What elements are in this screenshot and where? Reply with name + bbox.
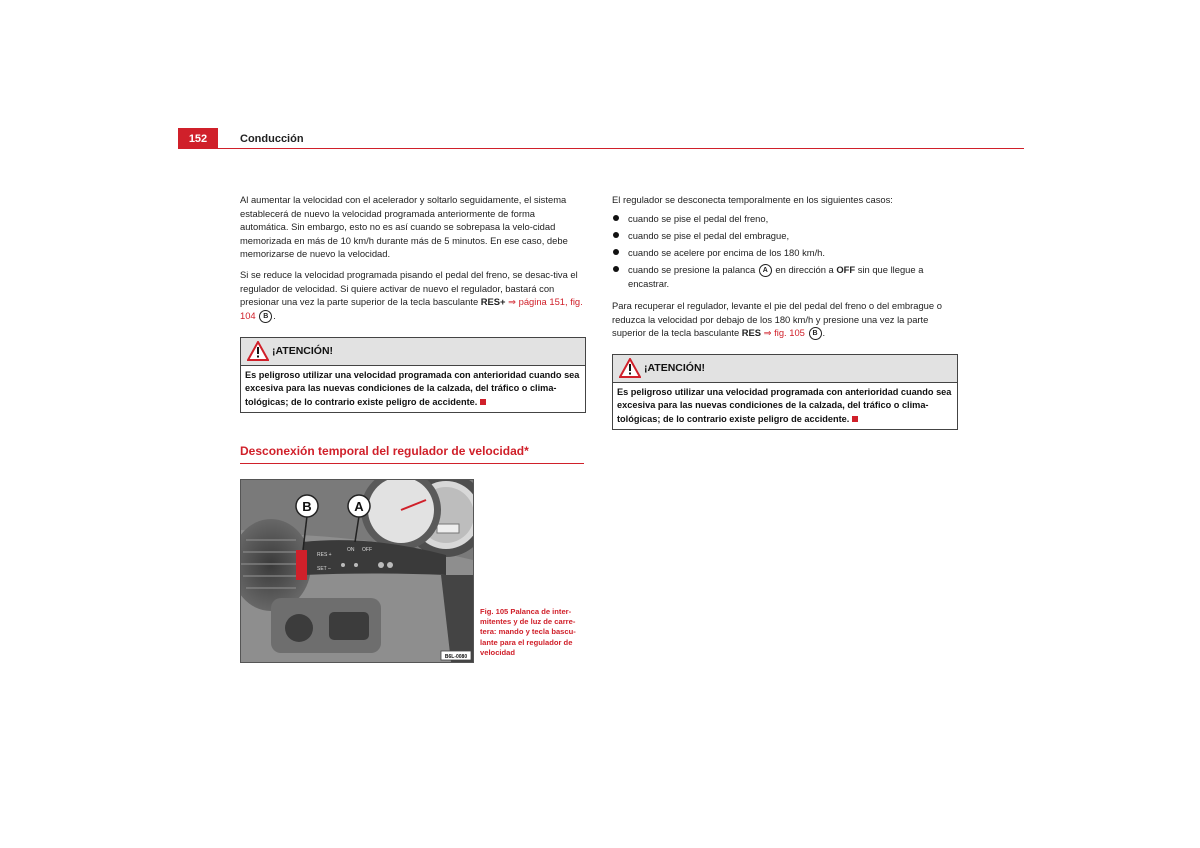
- list-item-text: cuando se pise el pedal del freno,: [628, 213, 769, 224]
- deactivation-list: [612, 212, 962, 294]
- paragraph-text: Para recuperar el regulador, levante el pie del pedal del freno o del embrague o reduzca la velocidad por debajo de los 180 km/h y presione una vez la parte superior de la tecla basculante: [612, 300, 942, 339]
- callout-a-label: A: [354, 499, 364, 514]
- paragraph-recovery: [612, 299, 958, 340]
- warning-body: [613, 383, 957, 429]
- warning-title: ¡ATENCIÓN!: [272, 345, 334, 357]
- list-item: [612, 212, 962, 226]
- warning-triangle-icon: [619, 358, 641, 378]
- page-reference-link[interactable]: ⇒ página 151, fig. 104: [240, 296, 583, 321]
- figure-caption: Fig. 105 Palanca de inter-mitentes y de luz de carre-tera: mando y tecla bascu-lante para el regulador de velocidad: [480, 607, 576, 657]
- red-square-icon: [480, 399, 486, 405]
- paragraph-text: Si se reduce la velocidad programada pisando el pedal del freno, se desac-tiva el regulador de velocidad. Si quiere activar de nuevo el regulador, bastará con presionar una vez la parte superior de la tecla basculante: [240, 269, 578, 308]
- paragraph-brake-deactivation: [240, 268, 586, 323]
- off-label: OFF: [362, 547, 372, 553]
- bullet-icon: [613, 215, 619, 221]
- callout-a-marker: A: [759, 264, 772, 277]
- set-minus-label: SET –: [317, 566, 331, 572]
- warning-header: [613, 355, 957, 383]
- figure-code: B6L-0080: [444, 654, 468, 660]
- figure-reference-link[interactable]: ⇒ fig. 105: [763, 327, 805, 339]
- list-item-text: sin que llegue a encastrar.: [628, 263, 924, 289]
- stalk-illustration: [241, 480, 473, 662]
- warning-text: Es peligroso utilizar una velocidad programada con anterioridad cuando sea excesiva para las nuevas condiciones de la calzada, del tráfico o clima-tológicas; de lo contrario existe peligro de accidente.: [245, 370, 580, 407]
- warning-title: ¡ATENCIÓN!: [644, 362, 706, 374]
- warning-body: [241, 366, 585, 412]
- section-heading: Desconexión temporal del regulador de velocidad*: [240, 444, 584, 464]
- callout-b-marker: B: [809, 327, 822, 340]
- list-item-text: cuando se pise el pedal del embrague,: [628, 229, 790, 241]
- list-item-text: en dirección a: [775, 263, 834, 275]
- warning-box-right: [612, 354, 958, 430]
- figure-105-image: [240, 479, 474, 663]
- bullet-icon: [613, 266, 619, 272]
- sentence-end: .: [273, 309, 276, 321]
- chapter-title: Conducción: [240, 133, 304, 145]
- bullet-icon: [613, 249, 619, 255]
- paragraph-deactivation-intro: El regulador se desconecta temporalmente en los siguientes casos:: [612, 194, 893, 205]
- list-item: [612, 263, 962, 291]
- page-number: 152: [178, 128, 218, 148]
- warning-text: Es peligroso utilizar una velocidad programada con anterioridad cuando sea excesiva para las nuevas condiciones de la calzada, del tráfico o clima-tológicas; de lo contrario existe peligro de accidente.: [617, 387, 952, 424]
- bullet-icon: [613, 232, 619, 238]
- res-plus-key: RES+: [480, 296, 506, 308]
- list-item: [612, 229, 962, 243]
- list-item: [612, 246, 962, 260]
- sentence-end: .: [822, 327, 826, 339]
- res-key: RES: [741, 327, 762, 339]
- warning-box-left: [240, 337, 586, 413]
- red-square-icon: [852, 416, 858, 422]
- callout-b-marker: B: [259, 310, 272, 323]
- header-rule: [178, 148, 1024, 149]
- warning-header: [241, 338, 585, 366]
- on-label: ON: [347, 547, 355, 553]
- list-item-text: cuando se acelere por encima de los 180 km/h.: [628, 246, 825, 258]
- paragraph-resume-speed: Al aumentar la velocidad con el acelerador y soltarlo seguidamente, el sistema establecerá de nuevo la velocidad programada anteriormente de forma automática. Sin embargo, esto no es así cuando se sobrepasa la velo-cidad memorizada en más de 10 km/h durante más de 5 minutos. En ese caso, debe memorizarse de nuevo la velocidad.: [240, 194, 568, 260]
- list-item-text: cuando se presione la palanca: [628, 263, 756, 275]
- warning-triangle-icon: [247, 341, 269, 361]
- off-keyword: OFF: [836, 263, 856, 275]
- res-plus-label: RES +: [317, 552, 332, 558]
- callout-b-label: B: [302, 499, 312, 514]
